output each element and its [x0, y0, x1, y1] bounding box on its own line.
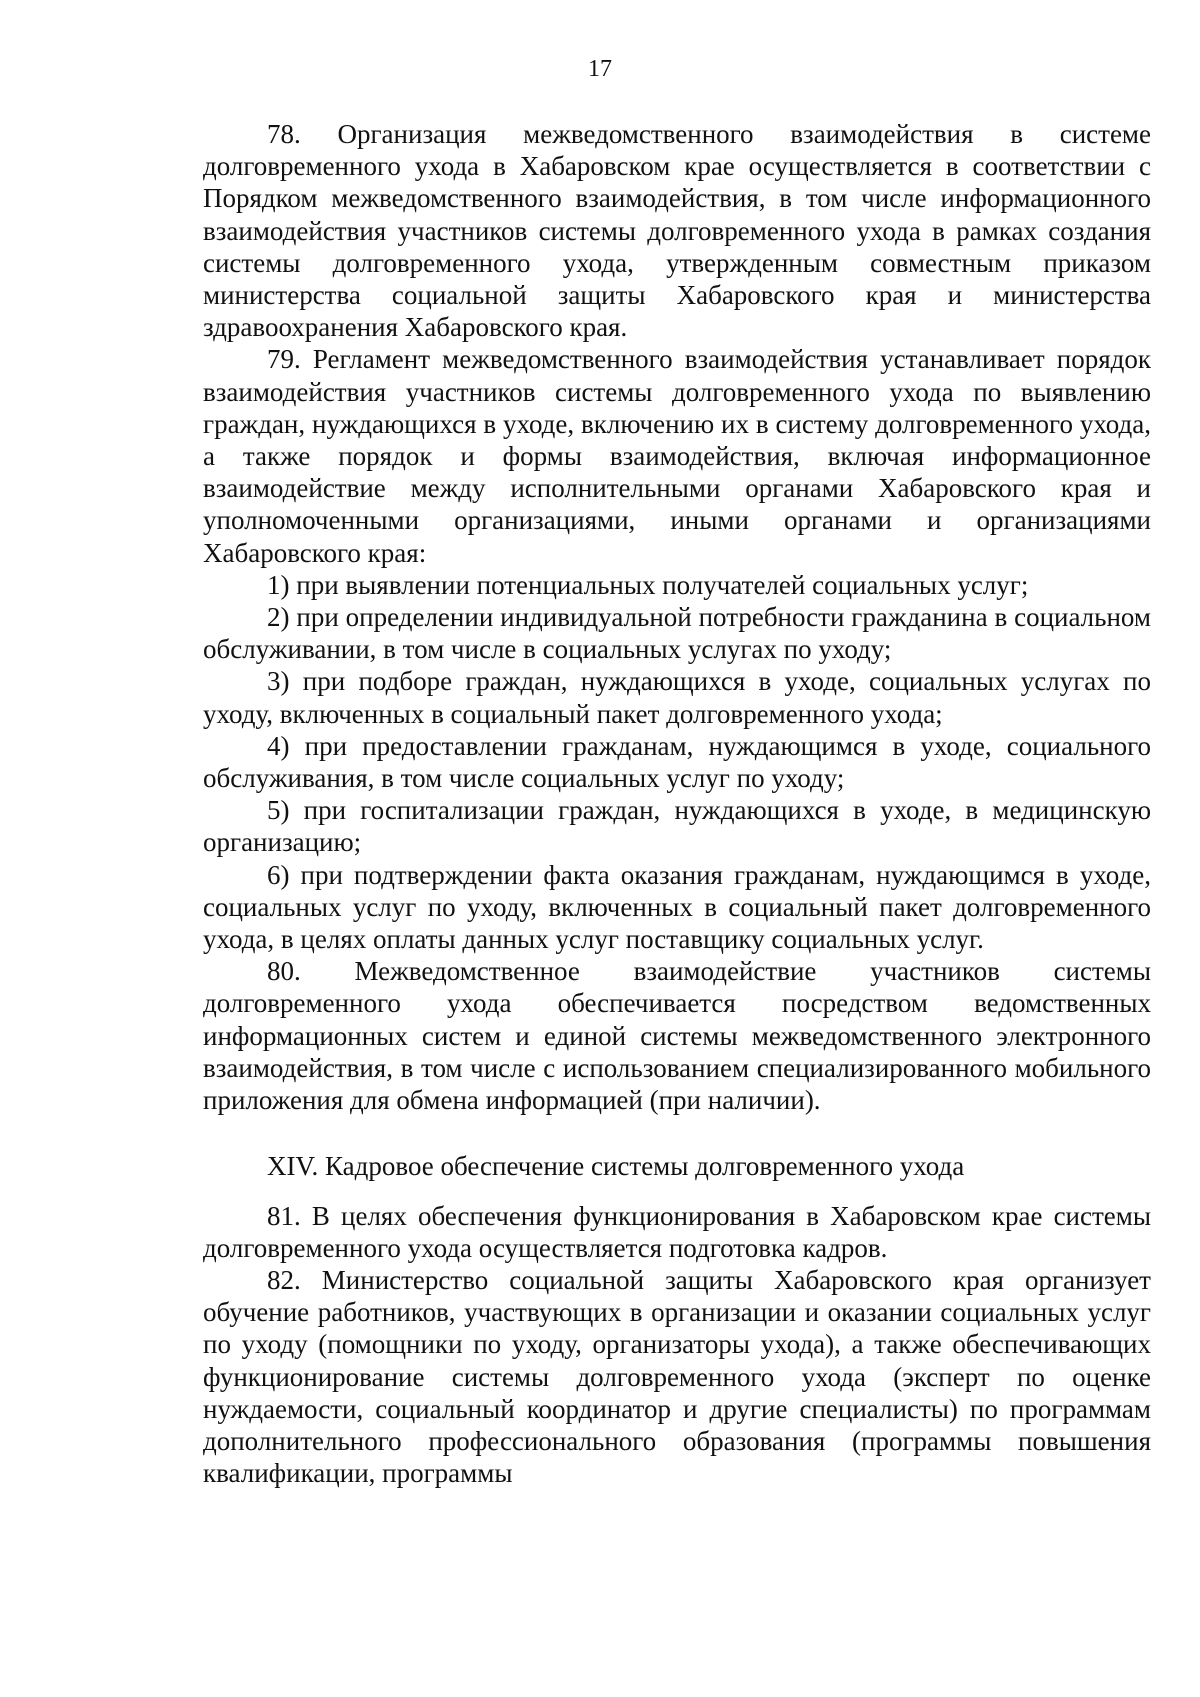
document-body: [203, 118, 1151, 1489]
paragraph-80: 80. Межведомственное взаимодействие участников системы долговременного ухода обеспечивается посредством ведомственных информационных систем и единой системы межведомственного электронного взаимодействия, в том числе с использованием специализированного мобильного приложения для обмена информацией (при наличии).: [203, 956, 1151, 1116]
list-item-1: 1) при выявлении потенциальных получателей социальных услуг;: [267, 569, 1029, 600]
paragraph-78: 78. Организация межведомственного взаимодействия в системе долговременного ухода в Хабаровском крае осуществляется в соответствии с Порядком межведомственного взаимодействия, в том числе информационного взаимодействия участников системы долговременного ухода в рамках создания системы долговременного ухода, утвержденным совместным приказом министерства социальной защиты Хабаровского края и министерства здравоохранения Хабаровского края.: [203, 119, 1151, 343]
paragraph-81: 81. В целях обеспечения функционирования в Хабаровском крае системы долговременного ухода осуществляется подготовка кадров.: [203, 1200, 1151, 1263]
section-heading: XIV. Кадровое обеспечение системы долговременного ухода: [267, 1151, 965, 1182]
list-item-2: 2) при определении индивидуальной потребности гражданина в социальном обслуживании, в том числе в социальных услугах по уходу;: [203, 602, 1151, 665]
page-number: 17: [588, 56, 612, 82]
paragraph-79: 79. Регламент межведомственного взаимодействия устанавливает порядок взаимодействия участников системы долговременного ухода по выявлению граждан, нуждающихся в уходе, включению их в систему долговременного ухода, а также порядок и формы взаимодействия, включая информационное взаимодействие между исполнительными органами Хабаровского края и уполномоченными организациями, иными органами и организациями Хабаровского края:: [203, 344, 1151, 568]
list-item-4: 4) при предоставлении гражданам, нуждающимся в уходе, социального обслуживания, в том числе социальных услуг по уходу;: [203, 730, 1151, 794]
paragraph-82: 82. Министерство социальной защиты Хабаровского края организует обучение работников, участвующих в организации и оказании социальных услуг по уходу (помощники по уходу, организаторы ухода), а также обеспечивающих функционирование системы долговременного ухода (эксперт по оценке нуждаемости, социальный координатор и другие специалисты) по программам дополнительного профессионального образования (программы повышения квалификации, программы: [203, 1264, 1151, 1489]
list-item-5: 5) при госпитализации граждан, нуждающихся в уходе, в медицинскую организацию;: [203, 795, 1151, 858]
list-item-6: 6) при подтверждении факта оказания гражданам, нуждающимся в уходе, социальных услуг по уходу, включенных в социальный пакет долговременного ухода, в целях оплаты данных услуг поставщику социальных услуг.: [203, 859, 1151, 955]
list-item-3: 3) при подборе граждан, нуждающихся в уходе, социальных услугах по уходу, включенных в социальный пакет долговременного ухода;: [203, 666, 1151, 729]
